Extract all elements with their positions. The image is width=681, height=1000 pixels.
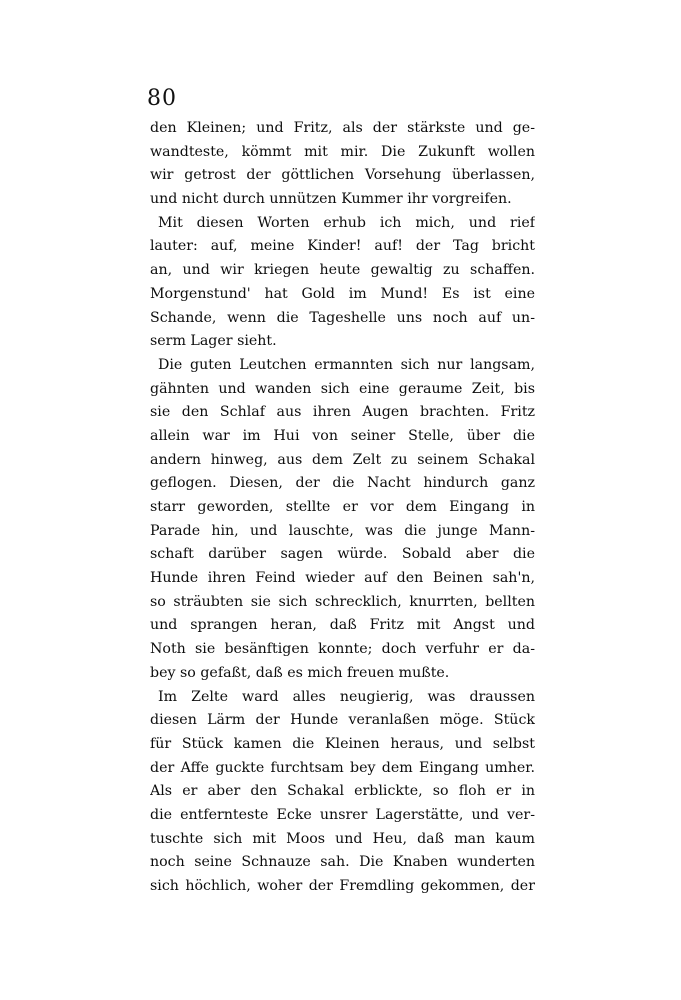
text-line: noch seine Schnauze sah. Die Knaben wunderten — [150, 854, 535, 871]
text-line: die entfernteste Ecke unsrer Lagerstätte, und ver- — [150, 806, 535, 823]
text-line: serm Lager sieht. — [150, 333, 277, 350]
text-line: sich höchlich, woher der Fremdling gekommen, der — [150, 878, 535, 894]
text-line: geflogen. Diesen, der die Nacht hindurch ganz — [150, 475, 535, 492]
body-text — [150, 117, 535, 899]
text-line: so sträubten sie sich schrecklich, knurrten, bellten — [150, 593, 535, 610]
text-line: gähnten und wanden sich eine geraume Zeit, bis — [150, 380, 535, 397]
page-number: 80 — [147, 86, 177, 111]
text-line: bey so gefaßt, daß es mich freuen mußte. — [150, 664, 450, 681]
text-line: diesen Lärm der Hunde veranlaßen möge. Stück — [150, 712, 535, 729]
text-line: wir getrost der göttlichen Vorsehung überlassen, — [150, 167, 535, 184]
text-line: Mit diesen Worten erhub ich mich, und rief — [158, 214, 535, 231]
text-line: Parade hin, und lauschte, was die junge Mann- — [150, 522, 535, 539]
text-line: Noth sie besänftigen konnte; doch verfuhr er da- — [150, 641, 535, 658]
text-line: wandteste, kömmt mit mir. Die Zukunft wollen — [150, 143, 535, 160]
text-line: Morgenstund' hat Gold im Mund! Es ist eine — [150, 285, 535, 302]
text-line: sie den Schlaf aus ihren Augen brachten. Fritz — [150, 404, 535, 421]
text-line: schaft darüber sagen würde. Sobald aber die — [150, 546, 535, 563]
text-line: und sprangen heran, daß Fritz mit Angst und — [150, 617, 535, 634]
text-line: an, und wir kriegen heute gewaltig zu schaffen. — [150, 262, 535, 279]
text-line: den Kleinen; und Fritz, als der stärkste und ge- — [150, 120, 535, 136]
text-line: Im Zelte ward alles neugierig, was draussen — [158, 688, 535, 705]
text-line: andern hinweg, aus dem Zelt zu seinem Schakal — [150, 451, 535, 468]
text-line: und nicht durch unnützen Kummer ihr vorgreifen. — [150, 191, 512, 208]
text-line: Als er aber den Schakal erblickte, so floh er in — [150, 783, 535, 800]
text-line: lauter: auf, meine Kinder! auf! der Tag bricht — [150, 238, 535, 255]
text-line: Schande, wenn die Tageshelle uns noch auf un- — [150, 309, 535, 326]
text-line: der Affe guckte furchtsam bey dem Eingang umher. — [150, 759, 535, 776]
text-line: allein war im Hui von seiner Stelle, über die — [150, 427, 535, 444]
text-line: tuschte sich mit Moos und Heu, daß man kaum — [150, 830, 535, 847]
text-line: Hunde ihren Feind wieder auf den Beinen sah'n, — [150, 570, 535, 587]
text-line: starr geworden, stellte er vor dem Eingang in — [150, 499, 535, 515]
text-line: für Stück kamen die Kleinen heraus, und selbst — [150, 735, 535, 752]
text-line: Die guten Leutchen ermannten sich nur langsam, — [158, 356, 535, 373]
